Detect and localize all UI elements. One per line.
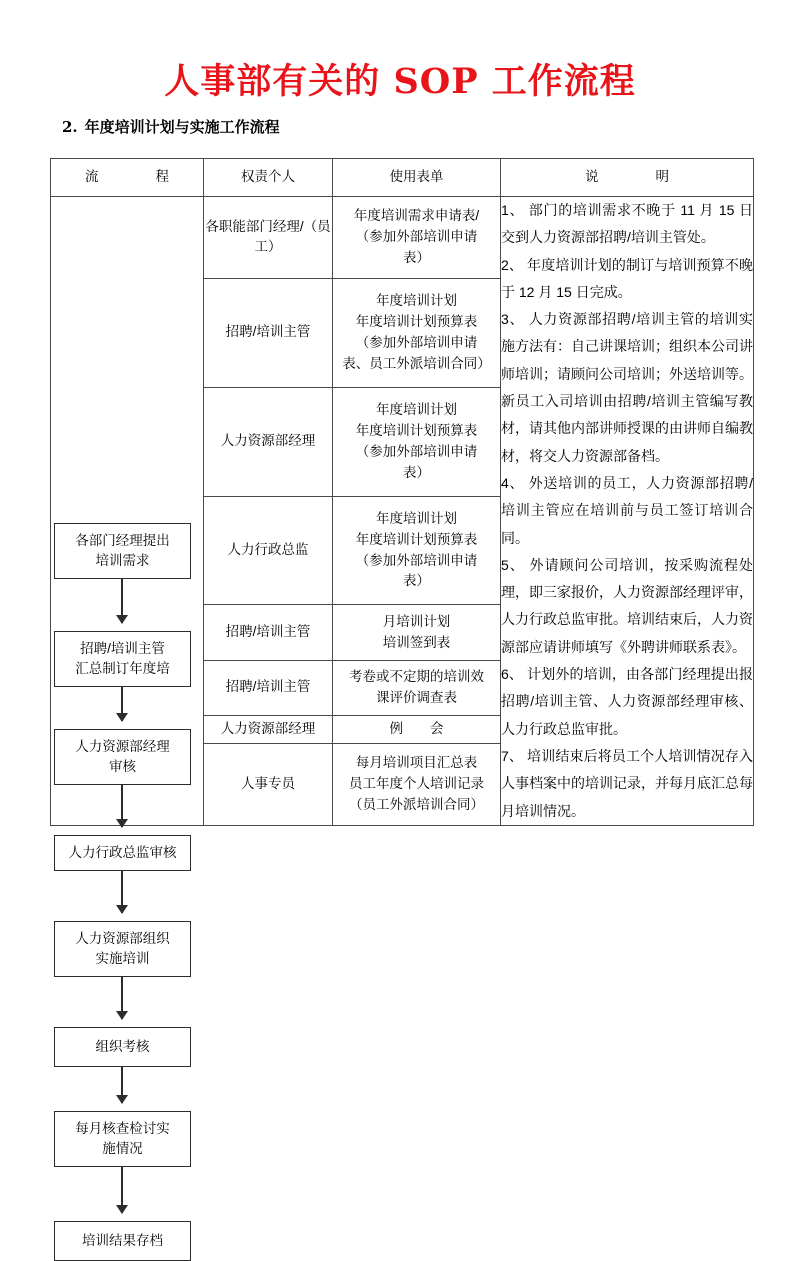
flow-arrow-5	[121, 977, 123, 1019]
person-line: 人力资源部经理	[220, 720, 316, 736]
form-line: 员工年度个人培训记录	[349, 775, 484, 791]
person-cell-6	[204, 660, 333, 715]
description-item: 2、 年度培训计划的制订与培训预算不晚于 12 月 15 日完成。	[501, 256, 753, 300]
form-line: 年度培训计划	[376, 401, 457, 417]
form-line: 表）	[403, 573, 430, 589]
person-line: 各职能部门经理/	[205, 218, 304, 234]
person-line: 人力行政总监	[227, 542, 309, 558]
form-line: 考卷或不定期的培训效	[349, 668, 484, 684]
description-item: 7、 培训结束后将员工个人培训情况存入人事档案中的培训记录，并每月底汇总每月培训情况。	[501, 747, 753, 819]
table-body	[51, 197, 754, 1249]
form-line: 年度培训计划预算表	[355, 313, 478, 329]
form-line: 表）	[403, 249, 430, 265]
description-body	[501, 197, 753, 825]
form-cell-8	[333, 743, 501, 825]
flow-box-label: 人力资源部组织 实施培训	[75, 931, 170, 966]
flow-box-label: 人力行政总监审核	[68, 845, 177, 861]
form-line: 表、员工外派培训合同）	[342, 355, 491, 371]
header-description-label: 说 明	[585, 169, 679, 185]
form-line: （参加外部培训申请	[355, 552, 478, 568]
form-line: 培训签到表	[382, 634, 451, 650]
form-line: 例 会	[389, 720, 444, 736]
flow-box-label: 培训结果存档	[82, 1233, 163, 1249]
person-line: 招聘/培训主管	[225, 624, 311, 640]
form-line: 月培训计划	[382, 613, 451, 629]
person-cell-1	[204, 197, 333, 279]
header-flow-label: 流 程	[85, 169, 179, 185]
form-line: （参加外部培训申请	[355, 229, 478, 245]
flow-box-5	[54, 921, 191, 977]
form-cell-5	[333, 605, 501, 660]
person-line: （员工）	[254, 218, 331, 255]
form-line: 年度培训计划	[376, 293, 457, 309]
flow-arrow-7	[121, 1167, 123, 1213]
flow-box-label: 各部门经理提出 培训需求	[75, 533, 170, 568]
header-flow	[51, 159, 204, 197]
table-row	[51, 197, 754, 279]
flow-arrow-3	[121, 785, 123, 827]
description-item: 1、 部门的培训需求不晚于 11 月 15 日交到人力资源部招聘/培训主管处。	[501, 202, 753, 246]
form-cell-6	[333, 660, 501, 715]
flow-box-label: 组织考核	[95, 1039, 150, 1055]
flow-box-label: 每月核查检讨实 施情况	[75, 1121, 170, 1156]
flow-arrow-4	[121, 871, 123, 913]
flow-arrow-2	[121, 687, 123, 721]
flow-arrow-6	[121, 1067, 123, 1103]
description-cell	[501, 197, 754, 826]
description-item: 4、 外送培训的员工，人力资源部招聘/培训主管应在培训前与员工签订培训合同。	[501, 474, 753, 546]
flow-arrow-1	[121, 579, 123, 623]
form-cell-7	[333, 715, 501, 743]
description-item: 5、 外请顾问公司培训，按采购流程处理，即三家报价，人力资源部经理评审，人力行政总监审批。培训结束后，人力资源部应请讲师填写《外聘讲师联系表》。	[501, 556, 753, 655]
form-line: 年度培训计划预算表	[355, 422, 478, 438]
flow-box-6	[54, 1027, 191, 1067]
description-item: 3、 人力资源部招聘/培训主管的培训实施方法有：自己讲课培训；组织本公司讲师培训；请顾问公司培训；外送培训等。新员工入司培训由招聘/培训主管编写教材，请其他内部讲师授课的由讲师自编教材，将交人力资源部备档。	[501, 311, 753, 464]
person-line: 招聘/培训主管	[225, 324, 311, 340]
flow-box-4	[54, 835, 191, 871]
form-line: （参加外部培训申请	[355, 334, 478, 350]
flow-box-label: 招聘/培训主管 汇总制订年度培	[75, 641, 170, 676]
header-person: 权责个人	[204, 159, 333, 197]
sop-table	[50, 158, 754, 1249]
section-heading	[62, 116, 280, 137]
description-item: 6、 计划外的培训，由各部门经理提出报招聘/培训主管、人力资源部经理审核、人力行政总监审批。	[501, 666, 753, 737]
flow-box-7	[54, 1111, 191, 1167]
person-cell-4	[204, 496, 333, 605]
person-cell-8	[204, 743, 333, 825]
flow-box-2	[54, 631, 191, 687]
flow-box-3	[54, 729, 191, 785]
form-line: 课评价调查表	[376, 689, 457, 705]
table-header	[51, 159, 754, 197]
form-cell-3	[333, 387, 501, 496]
form-line: 年度培训计划预算表	[355, 531, 478, 547]
section-title: 年度培训计划与实施工作流程	[84, 118, 280, 136]
flowchart-cell	[51, 197, 204, 1249]
person-line: 人事专员	[241, 775, 295, 791]
person-line: 招聘/培训主管	[225, 679, 311, 695]
form-line: （参加外部培训申请	[355, 443, 478, 459]
form-line: （员工外派培训合同）	[349, 796, 484, 812]
header-row	[51, 159, 754, 197]
person-line: 人力资源部经理	[220, 433, 316, 449]
form-cell-2	[333, 278, 501, 387]
form-line: 年度培训需求申请表/	[353, 208, 480, 224]
form-cell-1	[333, 197, 501, 279]
header-form: 使用表单	[333, 159, 501, 197]
person-cell-5	[204, 605, 333, 660]
form-cell-4	[333, 496, 501, 605]
form-line: 年度培训计划	[376, 510, 457, 526]
form-line: 每月培训项目汇总表	[355, 754, 478, 770]
section-number: 2.	[62, 118, 78, 136]
document-title: 人事部有关的 SOP 工作流程	[164, 61, 636, 102]
flow-box-label: 人力资源部经理 审核	[75, 739, 170, 774]
person-cell-7	[204, 715, 333, 743]
person-cell-3	[204, 387, 333, 496]
header-description	[501, 159, 754, 197]
flow-box-1	[54, 523, 191, 579]
form-line: 表）	[403, 464, 430, 480]
person-cell-2	[204, 278, 333, 387]
flow-box-8	[54, 1221, 191, 1261]
